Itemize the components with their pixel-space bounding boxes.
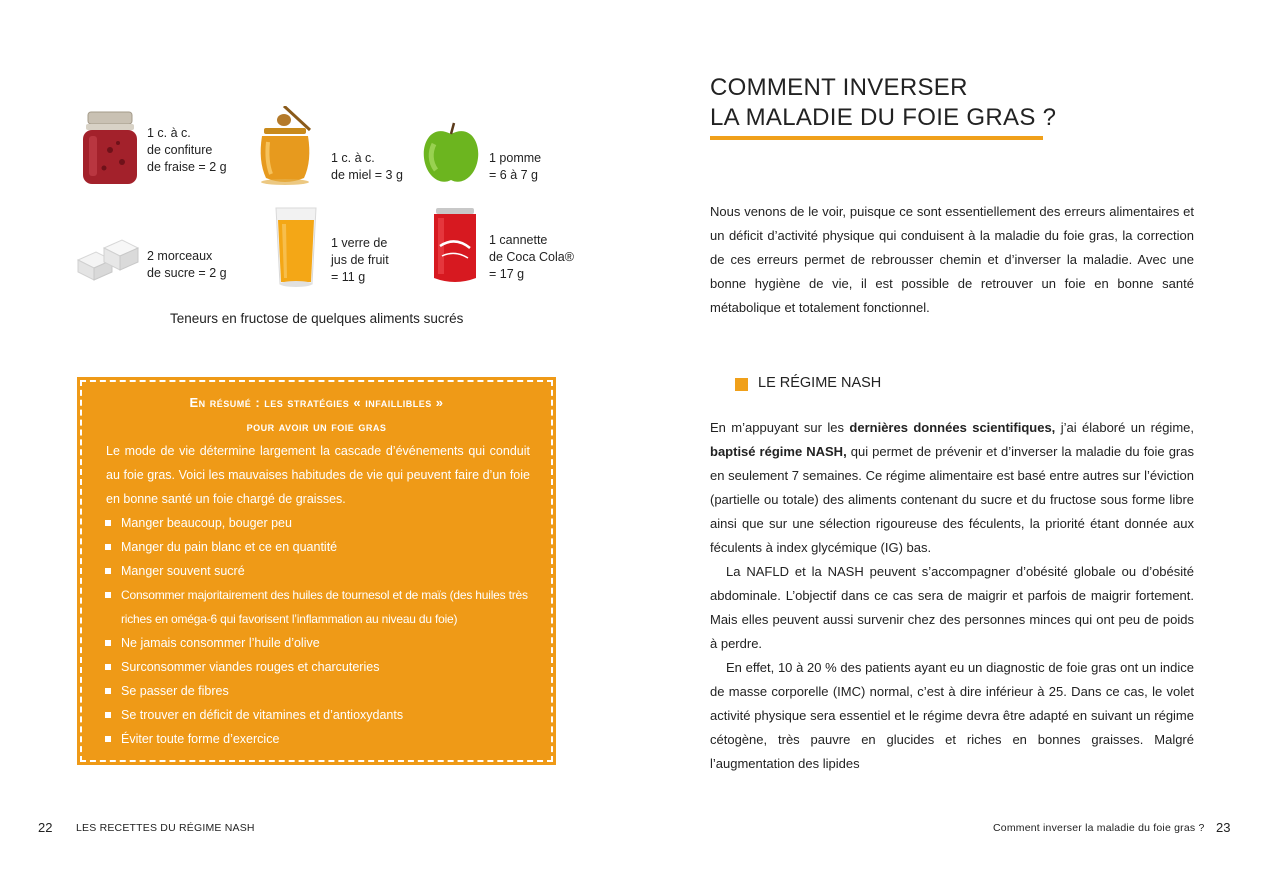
running-head-left: LES RECETTES DU RÉGIME NASH — [76, 822, 255, 834]
title-underline — [710, 136, 1043, 140]
page-title: COMMENT INVERSER LA MALADIE DU FOIE GRAS ? — [710, 74, 1057, 131]
list-item: Se trouver en déficit de vitamines et d’antioxydants — [105, 703, 535, 727]
list-item: Manger beaucoup, bouger peu — [105, 511, 535, 535]
body-text: En m’appuyant sur les dernières données scientifiques, j’ai élaboré un régime, baptisé régime NASH, qui permet de prévenir et d’inverser la maladie du foie gras en seulement 7 semaines. Ce régime alimentaire est basé entre autres sur l’éviction (partielle ou totale) des aliments contenant du sucre et du fructose sous forme libre ainsi que sur une sélection rigoureuse des féculents, la priorité étant donnée aux féculents à index glycémique (IG) bas. La NAFLD et la NASH peuvent s’accompagner d’obésité globale ou d’obésité abdominale. L’objectif dans ce cas sera de maigrir et parfois de maigrir fortement. Mais elles peuvent aussi survenir chez des personnes minces qui ont peu de poids à perdre. En effet, 10 à 20 % des patients ayant eu un diagnostic de foie gras ont un indice de masse corporelle (IMC) normal, c’est à dire inférieur à 25. Dans ce cas, le volet activité physique sera essentiel et le régime devra être adapté en suivant un régime cétogène, très pauvre en glucides et riches en bonnes graisses. Malgré l’augmentation des lipides — [710, 420, 1194, 771]
sugar-cubes-icon — [76, 236, 140, 282]
page-number-right: 23 — [1216, 820, 1231, 835]
summary-list — [105, 511, 535, 751]
running-head-right: Comment inverser la maladie du foie gras ? — [993, 822, 1205, 834]
list-item: Consommer majoritairement des huiles de tournesol et de maïs (des huiles très riches en oméga-6 qui favorisent l’inflammation au niveau du foie) — [105, 583, 535, 631]
section-subheading: LE RÉGIME NASH — [758, 375, 882, 391]
summary-intro: Le mode de vie détermine largement la cascade d’événements qui conduit au foie gras. Voici les mauvaises habitudes de vie qui peuvent faire d’un foie en bonne santé un foie chargé de graisses. — [106, 444, 530, 506]
food-label-soda: 1 cannette de Coca Cola® = 17 g — [489, 233, 574, 281]
food-label-honey: 1 c. à c. de miel = 3 g — [331, 151, 403, 182]
summary-title-line1: En résumé : les stratégies « infaillibles » — [189, 395, 444, 410]
page-number-left: 22 — [38, 820, 53, 835]
list-item: Se passer de fibres — [105, 679, 535, 703]
list-item: Manger du pain blanc et ce en quantité — [105, 535, 535, 559]
summary-box — [77, 377, 556, 765]
honey-jar-icon — [254, 106, 316, 186]
list-item: Manger souvent sucré — [105, 559, 535, 583]
soda-can-icon — [430, 206, 480, 286]
apple-icon — [420, 120, 482, 186]
summary-title-line2: pour avoir un foie gras — [246, 419, 387, 434]
figure-caption: Teneurs en fructose de quelques aliments sucrés — [170, 311, 464, 326]
food-label-apple: 1 pomme = 6 à 7 g — [489, 151, 542, 182]
jam-jar-icon — [80, 110, 140, 188]
food-label-jam: 1 c. à c. de confiture de fraise = 2 g — [147, 126, 227, 174]
list-item: Surconsommer viandes rouges et charcuteries — [105, 655, 535, 679]
juice-glass-icon — [272, 206, 320, 288]
food-label-juice: 1 verre de jus de fruit = 11 g — [331, 236, 389, 284]
list-item: Ne jamais consommer l’huile d’olive — [105, 631, 535, 655]
intro-paragraph: Nous venons de le voir, puisque ce sont essentiellement des erreurs alimentaires et un déficit d’activité physique qui conduisent à la maladie du foie gras, la correction de ces erreurs permet de rebrousser chemin et d’inverser la maladie. Avec une bonne hygiène de vie, il est possible de retrouver un foie en bonne santé métabolique et totalement fonctionnel. — [710, 204, 1194, 315]
subheading-square-icon — [735, 378, 748, 391]
food-label-sugar: 2 morceaux de sucre = 2 g — [147, 249, 227, 280]
list-item: Éviter toute forme d’exercice — [105, 727, 535, 751]
